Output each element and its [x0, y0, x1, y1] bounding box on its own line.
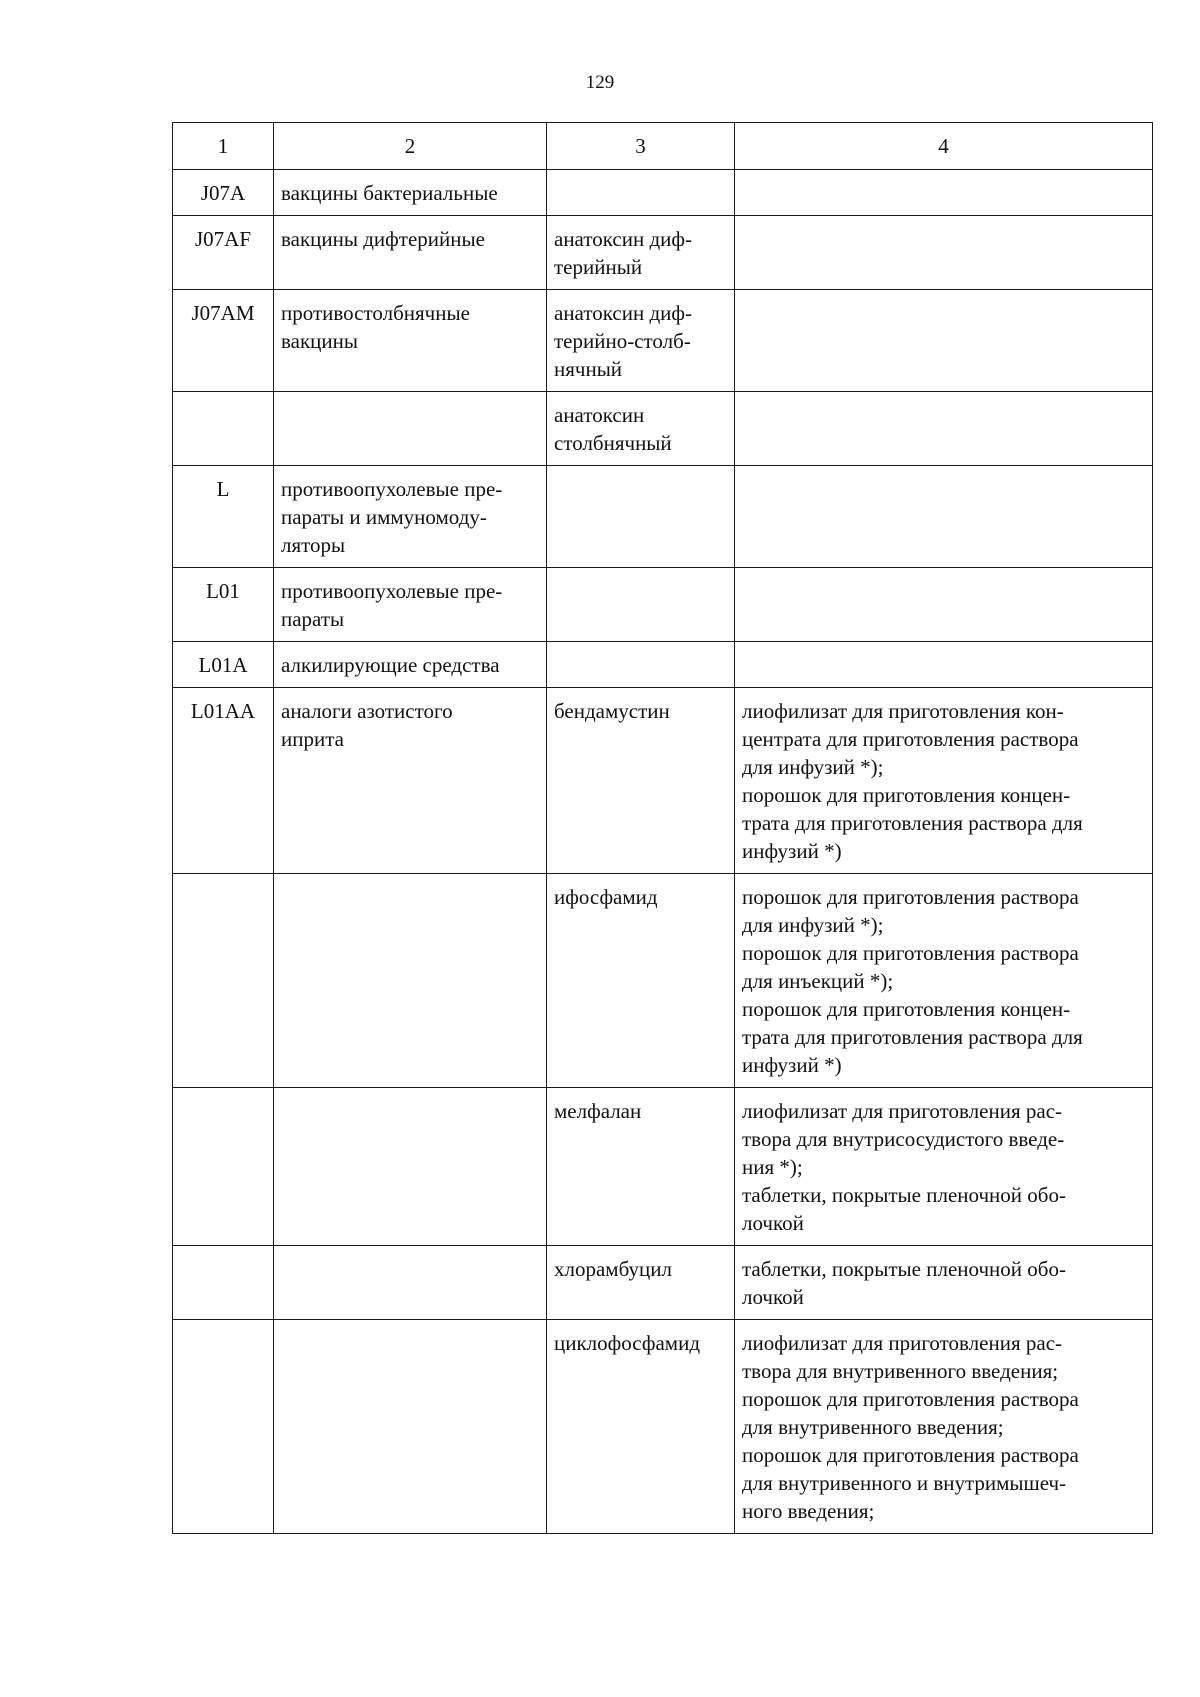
atc-code-cell: [173, 392, 274, 466]
column-header-3: 3: [547, 123, 735, 170]
table-row: [173, 216, 1153, 290]
drug-name-cell: [547, 642, 735, 688]
dosage-form-cell: лиофилизат для приготовления кон- центрата для приготовления раствора для инфузий *); порошок для приготовления концен- трата для приготовления раствора для инфузий *): [735, 688, 1153, 874]
group-name-cell: вакцины бактериальные: [274, 170, 547, 216]
dosage-form-cell: лиофилизат для приготовления рас- твора для внутривенного введения; порошок для приготовления раствора для внутривенного введения; порошок для приготовления раствора для внутривенного и внутримышеч- ного введения;: [735, 1320, 1153, 1534]
atc-code-cell: L01A: [173, 642, 274, 688]
table-header-row: [173, 123, 1153, 170]
table-row: [173, 170, 1153, 216]
drug-name-cell: бендамустин: [547, 688, 735, 874]
drug-name-cell: [547, 568, 735, 642]
atc-code-cell: [173, 1320, 274, 1534]
dosage-form-cell: [735, 170, 1153, 216]
table-row: [173, 1246, 1153, 1320]
dosage-form-cell: [735, 466, 1153, 568]
group-name-cell: вакцины дифтерийные: [274, 216, 547, 290]
table-row: [173, 392, 1153, 466]
drug-name-cell: мелфалан: [547, 1088, 735, 1246]
atc-code-cell: [173, 1246, 274, 1320]
dosage-form-cell: [735, 216, 1153, 290]
column-header-4: 4: [735, 123, 1153, 170]
table-row: [173, 466, 1153, 568]
column-header-2: 2: [274, 123, 547, 170]
medication-table: [172, 122, 1153, 1534]
atc-code-cell: [173, 1088, 274, 1246]
group-name-cell: [274, 1320, 547, 1534]
table-row: [173, 874, 1153, 1088]
table-body: [173, 123, 1153, 1534]
table-row: [173, 290, 1153, 392]
atc-code-cell: L: [173, 466, 274, 568]
drug-name-cell: анатоксин диф- терийно-столб- нячный: [547, 290, 735, 392]
atc-code-cell: J07AM: [173, 290, 274, 392]
table-row: [173, 688, 1153, 874]
atc-code-cell: J07A: [173, 170, 274, 216]
atc-code-cell: L01: [173, 568, 274, 642]
drug-name-cell: анатоксин столбнячный: [547, 392, 735, 466]
group-name-cell: аналоги азотистого иприта: [274, 688, 547, 874]
group-name-cell: противоопухолевые пре- параты: [274, 568, 547, 642]
group-name-cell: [274, 874, 547, 1088]
atc-code-cell: [173, 874, 274, 1088]
dosage-form-cell: лиофилизат для приготовления рас- твора для внутрисосудистого введе- ния *); таблетки, покрытые пленочной обо- лочкой: [735, 1088, 1153, 1246]
page-number: 129: [585, 72, 615, 93]
table-row: [173, 568, 1153, 642]
group-name-cell: [274, 392, 547, 466]
dosage-form-cell: порошок для приготовления раствора для инфузий *); порошок для приготовления раствора для инъекций *); порошок для приготовления концен- трата для приготовления раствора для инфузий *): [735, 874, 1153, 1088]
drug-name-cell: анатоксин диф- терийный: [547, 216, 735, 290]
group-name-cell: [274, 1088, 547, 1246]
drug-name-cell: циклофосфамид: [547, 1320, 735, 1534]
group-name-cell: противостолбнячные вакцины: [274, 290, 547, 392]
dosage-form-cell: таблетки, покрытые пленочной обо- лочкой: [735, 1246, 1153, 1320]
drug-name-cell: ифосфамид: [547, 874, 735, 1088]
column-header-1: 1: [173, 123, 274, 170]
group-name-cell: алкилирующие средства: [274, 642, 547, 688]
drug-name-cell: [547, 170, 735, 216]
table-row: [173, 1320, 1153, 1534]
dosage-form-cell: [735, 392, 1153, 466]
dosage-form-cell: [735, 568, 1153, 642]
atc-code-cell: J07AF: [173, 216, 274, 290]
table-row: [173, 1088, 1153, 1246]
table-row: [173, 642, 1153, 688]
dosage-form-cell: [735, 642, 1153, 688]
drug-name-cell: [547, 466, 735, 568]
dosage-form-cell: [735, 290, 1153, 392]
atc-code-cell: L01AA: [173, 688, 274, 874]
group-name-cell: противоопухолевые пре- параты и иммуномоду- ляторы: [274, 466, 547, 568]
group-name-cell: [274, 1246, 547, 1320]
drug-name-cell: хлорамбуцил: [547, 1246, 735, 1320]
